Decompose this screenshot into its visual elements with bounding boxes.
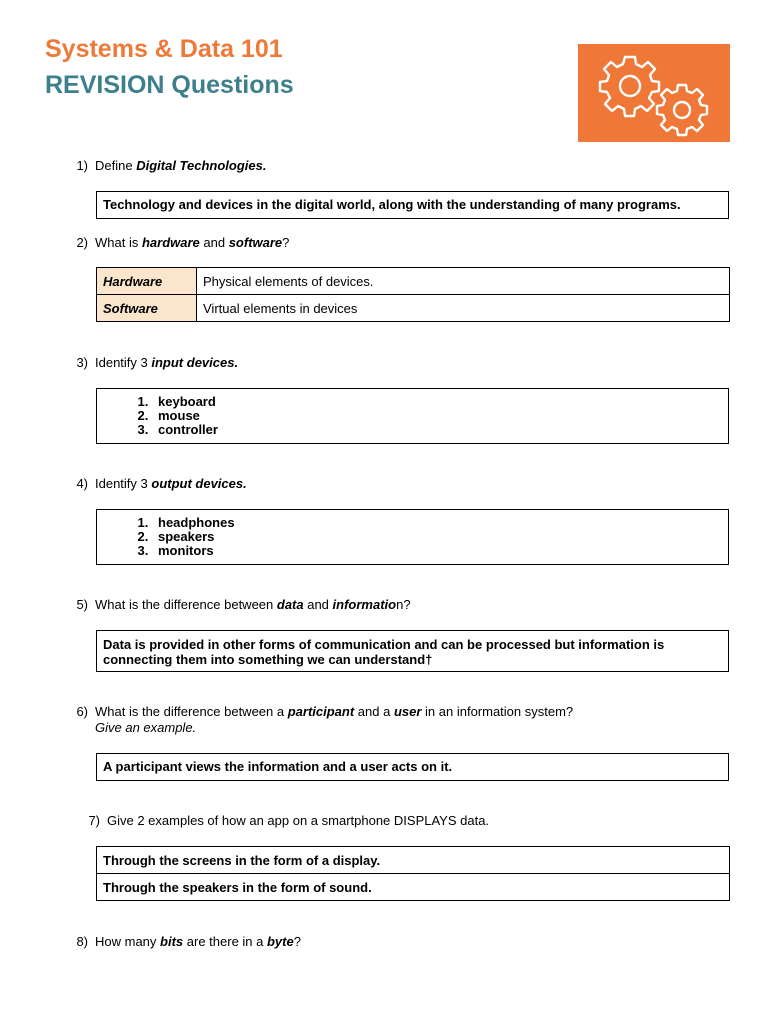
question-text: are there in a <box>183 934 267 949</box>
question-text: n? <box>396 597 411 612</box>
question-text: in an information system? <box>421 704 574 719</box>
question-keyword: input devices. <box>151 355 239 370</box>
question-keyword: informatio <box>332 597 397 612</box>
table-row <box>97 268 730 295</box>
question-number: 7) <box>88 813 100 828</box>
question-number: 5) <box>76 597 88 612</box>
question-text: and <box>303 597 333 612</box>
question-2 <box>66 235 289 251</box>
table-row <box>97 295 730 322</box>
question-text: How many <box>95 934 161 949</box>
question-text: Identify 3 <box>95 476 152 491</box>
table-row <box>97 847 730 874</box>
question-keyword: bits <box>160 934 184 949</box>
answer-box-1 <box>96 191 729 219</box>
answer-box-3 <box>96 388 729 444</box>
question-1 <box>66 158 266 174</box>
logo <box>578 44 730 142</box>
question-keyword: user <box>393 704 422 719</box>
answer-box-5 <box>96 630 729 672</box>
list-item: 1. keyboard <box>152 395 728 409</box>
gears-icon <box>578 44 730 142</box>
question-text: ? <box>282 235 290 250</box>
question-subtext: Give an example. <box>95 720 197 735</box>
question-text: and <box>199 235 229 250</box>
list-item: 3. controller <box>152 423 728 437</box>
question-text: ? <box>293 934 301 949</box>
question-keyword: data <box>276 597 304 612</box>
list-item: 2. mouse <box>152 409 728 423</box>
page-title: Systems & Data 101 <box>45 35 283 63</box>
definition-cell: Virtual elements in devices <box>197 295 730 322</box>
answer-box-6 <box>96 753 729 781</box>
question-text: What is the difference between a <box>95 704 288 719</box>
list-item: 1. headphones <box>152 516 728 530</box>
question-keyword: software <box>228 235 283 250</box>
question-5 <box>66 597 411 613</box>
question-keyword: Digital Technologies. <box>136 158 267 173</box>
question-6 <box>66 704 573 736</box>
question-number: 3) <box>76 355 88 370</box>
question-number: 8) <box>76 934 88 949</box>
term-cell: Software <box>97 295 197 322</box>
definition-cell: Physical elements of devices. <box>197 268 730 295</box>
answer-list <box>97 389 728 443</box>
question-keyword: hardware <box>141 235 200 250</box>
list-item: 2. speakers <box>152 530 728 544</box>
question-keyword: participant <box>287 704 355 719</box>
table-row <box>97 874 730 901</box>
question-text: What is the difference between <box>95 597 277 612</box>
answer-box-4 <box>96 509 729 565</box>
question-number: 4) <box>76 476 88 491</box>
question-keyword: byte <box>266 934 294 949</box>
answer-list <box>97 510 728 564</box>
answer-text: connecting them into something we can understand† <box>103 652 433 667</box>
answer-cell: Through the speakers in the form of sound. <box>97 874 730 901</box>
question-number: 1) <box>76 158 88 173</box>
question-keyword: output devices. <box>151 476 247 491</box>
question-text: Define <box>95 158 137 173</box>
question-3 <box>66 355 238 371</box>
question-number: 2) <box>76 235 88 250</box>
answer-text: Data is provided in other forms of communication and can be processed but information is <box>103 637 665 652</box>
page-subtitle: REVISION Questions <box>45 71 294 99</box>
answer-cell: Through the screens in the form of a display. <box>97 847 730 874</box>
question-text: Give 2 examples of how an app on a smartphone DISPLAYS data. <box>107 813 490 828</box>
question-7 <box>78 813 489 829</box>
question-number: 6) <box>76 704 88 719</box>
question-text: What is <box>95 235 142 250</box>
answer-text: Technology and devices in the digital world, along with the understanding of many programs. <box>103 197 681 212</box>
question-4 <box>66 476 247 492</box>
answer-text: A participant views the information and a user acts on it. <box>103 759 453 774</box>
answer-table-7 <box>96 846 730 901</box>
answer-table-2 <box>96 267 730 322</box>
question-8 <box>66 934 301 950</box>
question-text: Identify 3 <box>95 355 152 370</box>
list-item: 3. monitors <box>152 544 728 558</box>
term-cell: Hardware <box>97 268 197 295</box>
question-text: and a <box>354 704 394 719</box>
